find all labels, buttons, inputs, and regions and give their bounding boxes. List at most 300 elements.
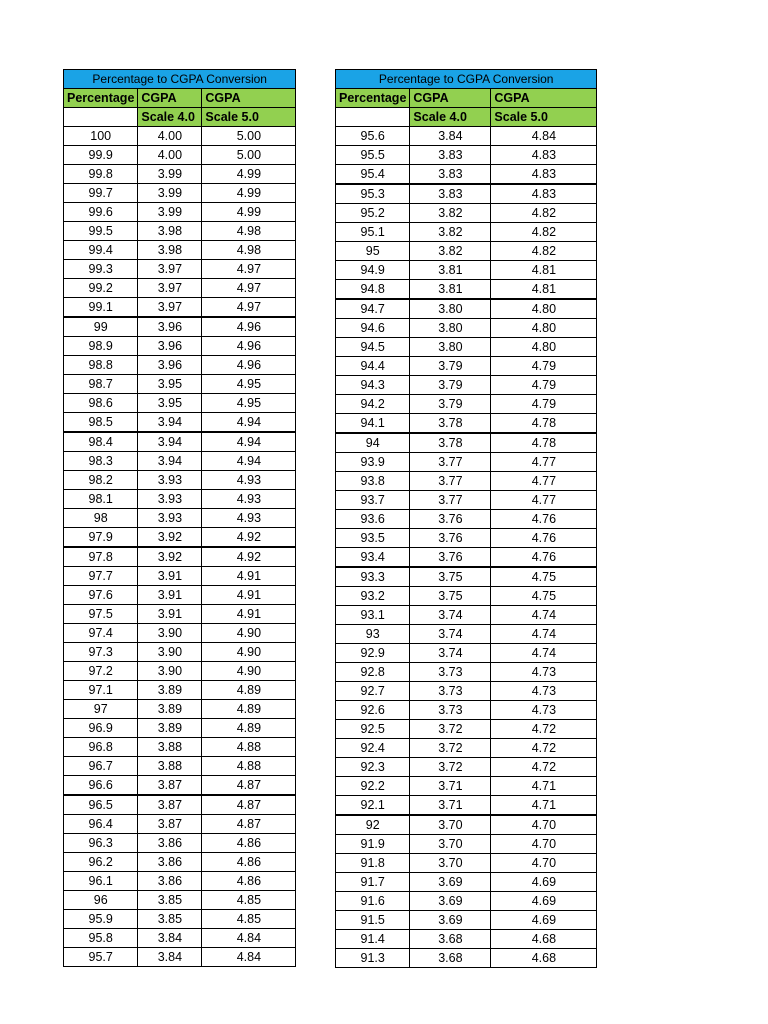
table-row <box>64 528 296 548</box>
table-row <box>336 758 597 777</box>
table-row <box>336 606 597 625</box>
percentage-cell: 94.5 <box>336 338 410 357</box>
percentage-cell: 91.7 <box>336 873 410 892</box>
table-row <box>64 757 296 776</box>
cgpa-4-cell: 3.91 <box>138 586 202 605</box>
cgpa-5-cell: 4.96 <box>202 317 296 337</box>
cgpa-5-cell: 4.68 <box>491 949 597 968</box>
cgpa-5-cell: 4.75 <box>491 587 597 606</box>
table-row <box>336 663 597 682</box>
cgpa-5-cell: 4.70 <box>491 835 597 854</box>
cgpa-5-header: CGPA <box>491 89 597 108</box>
cgpa-4-cell: 3.80 <box>410 299 491 319</box>
percentage-cell: 93.1 <box>336 606 410 625</box>
table-row <box>64 260 296 279</box>
table-row <box>336 204 597 223</box>
cgpa-5-cell: 4.74 <box>491 625 597 644</box>
cgpa-4-cell: 3.90 <box>138 662 202 681</box>
percentage-header: Percentage <box>336 89 410 108</box>
cgpa-5-cell: 4.89 <box>202 700 296 719</box>
cgpa-5-cell: 4.85 <box>202 910 296 929</box>
table-row <box>64 490 296 509</box>
percentage-cell: 99.5 <box>64 222 138 241</box>
cgpa-4-cell: 3.74 <box>410 625 491 644</box>
cgpa-5-cell: 4.82 <box>491 223 597 242</box>
percentage-cell: 93.8 <box>336 472 410 491</box>
cgpa-4-cell: 3.73 <box>410 682 491 701</box>
percentage-cell: 93.2 <box>336 587 410 606</box>
cgpa-4-cell: 3.70 <box>410 854 491 873</box>
cgpa-5-cell: 4.71 <box>491 796 597 816</box>
percentage-cell: 96.5 <box>64 795 138 815</box>
cgpa-4-cell: 3.79 <box>410 376 491 395</box>
cgpa-5-cell: 5.00 <box>202 127 296 146</box>
cgpa-4-cell: 3.83 <box>410 184 491 204</box>
cgpa-4-header: CGPA <box>138 89 202 108</box>
percentage-cell: 99 <box>64 317 138 337</box>
cgpa-4-cell: 3.85 <box>138 891 202 910</box>
table-row <box>336 491 597 510</box>
table-row <box>336 453 597 472</box>
percentage-cell: 91.4 <box>336 930 410 949</box>
cgpa-4-cell: 3.72 <box>410 758 491 777</box>
cgpa-5-cell: 4.76 <box>491 548 597 568</box>
table-row <box>336 357 597 376</box>
cgpa-5-cell: 4.92 <box>202 547 296 567</box>
percentage-cell: 97.3 <box>64 643 138 662</box>
cgpa-5-cell: 4.86 <box>202 853 296 872</box>
table-row <box>64 605 296 624</box>
cgpa-5-cell: 4.90 <box>202 624 296 643</box>
percentage-cell: 94.2 <box>336 395 410 414</box>
cgpa-4-cell: 3.87 <box>138 795 202 815</box>
table-row <box>336 567 597 587</box>
table-row <box>64 241 296 260</box>
percentage-cell: 97.5 <box>64 605 138 624</box>
cgpa-5-cell: 4.91 <box>202 605 296 624</box>
cgpa-5-cell: 4.72 <box>491 720 597 739</box>
cgpa-5-cell: 4.72 <box>491 758 597 777</box>
percentage-cell: 92.2 <box>336 777 410 796</box>
percentage-cell: 95.8 <box>64 929 138 948</box>
cgpa-4-cell: 3.71 <box>410 777 491 796</box>
cgpa-5-cell: 4.79 <box>491 357 597 376</box>
cgpa-4-cell: 3.75 <box>410 567 491 587</box>
cgpa-4-cell: 3.82 <box>410 223 491 242</box>
cgpa-4-cell: 3.97 <box>138 298 202 318</box>
cgpa-4-cell: 3.76 <box>410 548 491 568</box>
cgpa-4-cell: 3.97 <box>138 279 202 298</box>
table-row <box>336 433 597 453</box>
table-row <box>336 854 597 873</box>
percentage-cell: 99.8 <box>64 165 138 184</box>
cgpa-4-cell: 3.91 <box>138 567 202 586</box>
table-row <box>336 319 597 338</box>
table-row <box>336 261 597 280</box>
cgpa-5-cell: 4.83 <box>491 165 597 185</box>
cgpa-5-cell: 4.87 <box>202 795 296 815</box>
cgpa-5-cell: 4.88 <box>202 738 296 757</box>
table-row <box>64 146 296 165</box>
percentage-cell: 94.8 <box>336 280 410 300</box>
table-row <box>336 472 597 491</box>
cgpa-4-cell: 3.95 <box>138 375 202 394</box>
percentage-cell: 95.7 <box>64 948 138 967</box>
cgpa-4-cell: 3.68 <box>410 949 491 968</box>
cgpa-4-cell: 3.70 <box>410 815 491 835</box>
cgpa-4-cell: 3.84 <box>410 127 491 146</box>
cgpa-4-header: CGPA <box>410 89 491 108</box>
percentage-subheader <box>64 108 138 127</box>
cgpa-4-cell: 3.97 <box>138 260 202 279</box>
cgpa-5-cell: 4.99 <box>202 165 296 184</box>
percentage-cell: 99.1 <box>64 298 138 318</box>
table-row <box>336 223 597 242</box>
table-row <box>64 719 296 738</box>
cgpa-5-cell: 4.77 <box>491 453 597 472</box>
percentage-cell: 97.6 <box>64 586 138 605</box>
table-row <box>64 127 296 146</box>
percentage-cell: 97.4 <box>64 624 138 643</box>
table-row <box>336 414 597 434</box>
cgpa-5-cell: 4.81 <box>491 280 597 300</box>
percentage-cell: 92.1 <box>336 796 410 816</box>
cgpa-4-cell: 3.89 <box>138 719 202 738</box>
cgpa-4-cell: 3.81 <box>410 261 491 280</box>
cgpa-5-cell: 4.75 <box>491 567 597 587</box>
cgpa-4-cell: 3.82 <box>410 242 491 261</box>
cgpa-4-cell: 3.78 <box>410 414 491 434</box>
cgpa-5-cell: 4.77 <box>491 472 597 491</box>
table-row <box>336 395 597 414</box>
percentage-cell: 94.3 <box>336 376 410 395</box>
percentage-subheader <box>336 108 410 127</box>
table-title: Percentage to CGPA Conversion <box>64 70 296 89</box>
table-row <box>64 776 296 796</box>
cgpa-5-cell: 4.80 <box>491 299 597 319</box>
table-row <box>64 375 296 394</box>
cgpa-4-cell: 3.70 <box>410 835 491 854</box>
table-row <box>336 127 597 146</box>
percentage-cell: 97.7 <box>64 567 138 586</box>
table-row <box>336 548 597 568</box>
percentage-cell: 98.8 <box>64 356 138 375</box>
table-row <box>64 184 296 203</box>
table-row <box>64 567 296 586</box>
cgpa-4-cell: 3.77 <box>410 472 491 491</box>
table-row <box>64 681 296 700</box>
table-row <box>336 338 597 357</box>
cgpa-5-cell: 4.90 <box>202 662 296 681</box>
table-row <box>64 298 296 318</box>
cgpa-5-cell: 4.82 <box>491 242 597 261</box>
percentage-cell: 93.5 <box>336 529 410 548</box>
cgpa-5-cell: 4.88 <box>202 757 296 776</box>
cgpa-4-cell: 3.86 <box>138 853 202 872</box>
percentage-cell: 98.6 <box>64 394 138 413</box>
percentage-cell: 93.6 <box>336 510 410 529</box>
cgpa-5-cell: 4.76 <box>491 510 597 529</box>
cgpa-5-cell: 4.89 <box>202 681 296 700</box>
table-row <box>64 891 296 910</box>
table-row <box>64 872 296 891</box>
cgpa-4-cell: 3.94 <box>138 452 202 471</box>
cgpa-5-cell: 4.79 <box>491 376 597 395</box>
cgpa-4-cell: 3.68 <box>410 930 491 949</box>
cgpa-5-cell: 4.91 <box>202 567 296 586</box>
conversion-table-left <box>63 69 296 967</box>
conversion-table-right <box>335 69 597 968</box>
cgpa-5-cell: 4.70 <box>491 854 597 873</box>
percentage-cell: 93.3 <box>336 567 410 587</box>
cgpa-4-cell: 3.94 <box>138 432 202 452</box>
cgpa-4-cell: 3.80 <box>410 319 491 338</box>
percentage-cell: 95.2 <box>336 204 410 223</box>
table-row <box>336 242 597 261</box>
percentage-cell: 98 <box>64 509 138 528</box>
cgpa-4-cell: 3.72 <box>410 739 491 758</box>
cgpa-5-cell: 4.74 <box>491 606 597 625</box>
table-row <box>64 815 296 834</box>
percentage-cell: 93.7 <box>336 491 410 510</box>
percentage-cell: 93.4 <box>336 548 410 568</box>
cgpa-5-cell: 4.87 <box>202 776 296 796</box>
cgpa-4-cell: 3.69 <box>410 911 491 930</box>
percentage-cell: 92 <box>336 815 410 835</box>
table-row <box>64 413 296 433</box>
percentage-cell: 94.4 <box>336 357 410 376</box>
cgpa-5-cell: 4.83 <box>491 146 597 165</box>
percentage-cell: 98.9 <box>64 337 138 356</box>
percentage-cell: 96.4 <box>64 815 138 834</box>
cgpa-4-cell: 3.96 <box>138 317 202 337</box>
cgpa-4-cell: 3.74 <box>410 606 491 625</box>
cgpa-4-cell: 3.90 <box>138 624 202 643</box>
cgpa-4-cell: 3.75 <box>410 587 491 606</box>
table-row <box>64 795 296 815</box>
table-row <box>64 222 296 241</box>
percentage-cell: 91.6 <box>336 892 410 911</box>
cgpa-4-cell: 3.88 <box>138 757 202 776</box>
cgpa-4-cell: 3.74 <box>410 644 491 663</box>
cgpa-5-cell: 4.69 <box>491 911 597 930</box>
cgpa-5-cell: 4.92 <box>202 528 296 548</box>
cgpa-5-cell: 4.98 <box>202 222 296 241</box>
cgpa-4-cell: 3.69 <box>410 892 491 911</box>
cgpa-4-cell: 3.85 <box>138 910 202 929</box>
table-row <box>336 720 597 739</box>
table-row <box>336 873 597 892</box>
cgpa-4-cell: 3.77 <box>410 491 491 510</box>
cgpa-5-cell: 4.70 <box>491 815 597 835</box>
cgpa-5-cell: 4.86 <box>202 834 296 853</box>
table-row <box>336 739 597 758</box>
cgpa-5-cell: 4.82 <box>491 204 597 223</box>
cgpa-5-cell: 4.80 <box>491 319 597 338</box>
percentage-cell: 95.5 <box>336 146 410 165</box>
percentage-header: Percentage <box>64 89 138 108</box>
table-row <box>336 587 597 606</box>
cgpa-5-cell: 4.76 <box>491 529 597 548</box>
table-row <box>336 529 597 548</box>
percentage-cell: 91.9 <box>336 835 410 854</box>
cgpa-5-cell: 4.79 <box>491 395 597 414</box>
table-row <box>336 299 597 319</box>
percentage-cell: 98.4 <box>64 432 138 452</box>
table-row <box>64 356 296 375</box>
table-row <box>336 949 597 968</box>
table-row <box>64 738 296 757</box>
cgpa-5-cell: 4.93 <box>202 471 296 490</box>
percentage-cell: 92.7 <box>336 682 410 701</box>
scale-4-subheader: Scale 4.0 <box>410 108 491 127</box>
cgpa-5-cell: 4.73 <box>491 663 597 682</box>
cgpa-4-cell: 3.87 <box>138 815 202 834</box>
cgpa-5-cell: 4.69 <box>491 873 597 892</box>
cgpa-4-cell: 3.73 <box>410 663 491 682</box>
table-row <box>336 682 597 701</box>
cgpa-5-cell: 4.84 <box>491 127 597 146</box>
percentage-cell: 96.3 <box>64 834 138 853</box>
percentage-cell: 92.9 <box>336 644 410 663</box>
percentage-cell: 100 <box>64 127 138 146</box>
percentage-cell: 92.5 <box>336 720 410 739</box>
table-row <box>64 317 296 337</box>
cgpa-5-cell: 4.89 <box>202 719 296 738</box>
scale-5-subheader: Scale 5.0 <box>202 108 296 127</box>
cgpa-5-cell: 4.93 <box>202 490 296 509</box>
cgpa-5-cell: 4.74 <box>491 644 597 663</box>
table-row <box>64 662 296 681</box>
percentage-cell: 94 <box>336 433 410 453</box>
table-row <box>64 394 296 413</box>
table-row <box>64 547 296 567</box>
cgpa-4-cell: 3.96 <box>138 356 202 375</box>
cgpa-4-cell: 3.81 <box>410 280 491 300</box>
cgpa-4-cell: 3.89 <box>138 681 202 700</box>
cgpa-4-cell: 3.98 <box>138 222 202 241</box>
table-row <box>336 184 597 204</box>
table-row <box>336 777 597 796</box>
table-row <box>64 279 296 298</box>
table-row <box>336 815 597 835</box>
percentage-cell: 91.5 <box>336 911 410 930</box>
percentage-cell: 94.9 <box>336 261 410 280</box>
cgpa-4-cell: 3.91 <box>138 605 202 624</box>
table-row <box>336 146 597 165</box>
table-row <box>336 930 597 949</box>
cgpa-5-cell: 4.77 <box>491 491 597 510</box>
percentage-cell: 94.1 <box>336 414 410 434</box>
percentage-cell: 96.8 <box>64 738 138 757</box>
percentage-cell: 95.1 <box>336 223 410 242</box>
cgpa-4-cell: 3.77 <box>410 453 491 472</box>
percentage-cell: 91.8 <box>336 854 410 873</box>
cgpa-5-cell: 4.86 <box>202 872 296 891</box>
percentage-cell: 92.3 <box>336 758 410 777</box>
percentage-cell: 99.4 <box>64 241 138 260</box>
table-row <box>336 835 597 854</box>
percentage-cell: 93.9 <box>336 453 410 472</box>
percentage-cell: 93 <box>336 625 410 644</box>
table-row <box>336 911 597 930</box>
table-row <box>64 165 296 184</box>
table-row <box>336 796 597 816</box>
table-row <box>64 509 296 528</box>
cgpa-5-cell: 4.94 <box>202 413 296 433</box>
cgpa-5-cell: 4.98 <box>202 241 296 260</box>
cgpa-4-cell: 3.99 <box>138 203 202 222</box>
percentage-cell: 96.9 <box>64 719 138 738</box>
cgpa-4-cell: 3.79 <box>410 395 491 414</box>
cgpa-5-cell: 4.84 <box>202 948 296 967</box>
cgpa-5-cell: 4.87 <box>202 815 296 834</box>
percentage-cell: 94.7 <box>336 299 410 319</box>
cgpa-5-cell: 4.69 <box>491 892 597 911</box>
table-row <box>64 471 296 490</box>
table-row <box>64 643 296 662</box>
percentage-cell: 98.1 <box>64 490 138 509</box>
table-body <box>336 127 597 968</box>
percentage-cell: 99.9 <box>64 146 138 165</box>
cgpa-5-cell: 4.91 <box>202 586 296 605</box>
percentage-cell: 97 <box>64 700 138 719</box>
percentage-cell: 95.6 <box>336 127 410 146</box>
table-row <box>64 432 296 452</box>
percentage-cell: 92.6 <box>336 701 410 720</box>
percentage-cell: 95 <box>336 242 410 261</box>
cgpa-5-cell: 4.73 <box>491 682 597 701</box>
percentage-cell: 99.7 <box>64 184 138 203</box>
percentage-cell: 95.4 <box>336 165 410 185</box>
table-row <box>64 834 296 853</box>
cgpa-4-cell: 3.79 <box>410 357 491 376</box>
cgpa-4-cell: 3.92 <box>138 528 202 548</box>
cgpa-4-cell: 3.73 <box>410 701 491 720</box>
percentage-cell: 94.6 <box>336 319 410 338</box>
table-row <box>64 929 296 948</box>
cgpa-5-cell: 4.85 <box>202 891 296 910</box>
scale-4-subheader: Scale 4.0 <box>138 108 202 127</box>
cgpa-4-cell: 3.95 <box>138 394 202 413</box>
cgpa-4-cell: 3.89 <box>138 700 202 719</box>
cgpa-4-cell: 3.96 <box>138 337 202 356</box>
table-title: Percentage to CGPA Conversion <box>336 70 597 89</box>
percentage-cell: 97.1 <box>64 681 138 700</box>
cgpa-5-cell: 4.99 <box>202 184 296 203</box>
table-row <box>336 892 597 911</box>
percentage-cell: 98.5 <box>64 413 138 433</box>
cgpa-4-cell: 3.72 <box>410 720 491 739</box>
table-row <box>336 165 597 185</box>
cgpa-4-cell: 3.98 <box>138 241 202 260</box>
cgpa-4-cell: 3.71 <box>410 796 491 816</box>
cgpa-4-cell: 3.93 <box>138 490 202 509</box>
cgpa-5-cell: 4.94 <box>202 432 296 452</box>
table-row <box>64 452 296 471</box>
table-row <box>336 625 597 644</box>
percentage-cell: 92.8 <box>336 663 410 682</box>
cgpa-5-cell: 4.99 <box>202 203 296 222</box>
cgpa-5-cell: 4.90 <box>202 643 296 662</box>
percentage-cell: 97.8 <box>64 547 138 567</box>
scale-5-subheader: Scale 5.0 <box>491 108 597 127</box>
cgpa-5-cell: 4.94 <box>202 452 296 471</box>
cgpa-4-cell: 3.80 <box>410 338 491 357</box>
table-row <box>64 586 296 605</box>
cgpa-5-cell: 4.97 <box>202 298 296 318</box>
cgpa-5-cell: 4.84 <box>202 929 296 948</box>
